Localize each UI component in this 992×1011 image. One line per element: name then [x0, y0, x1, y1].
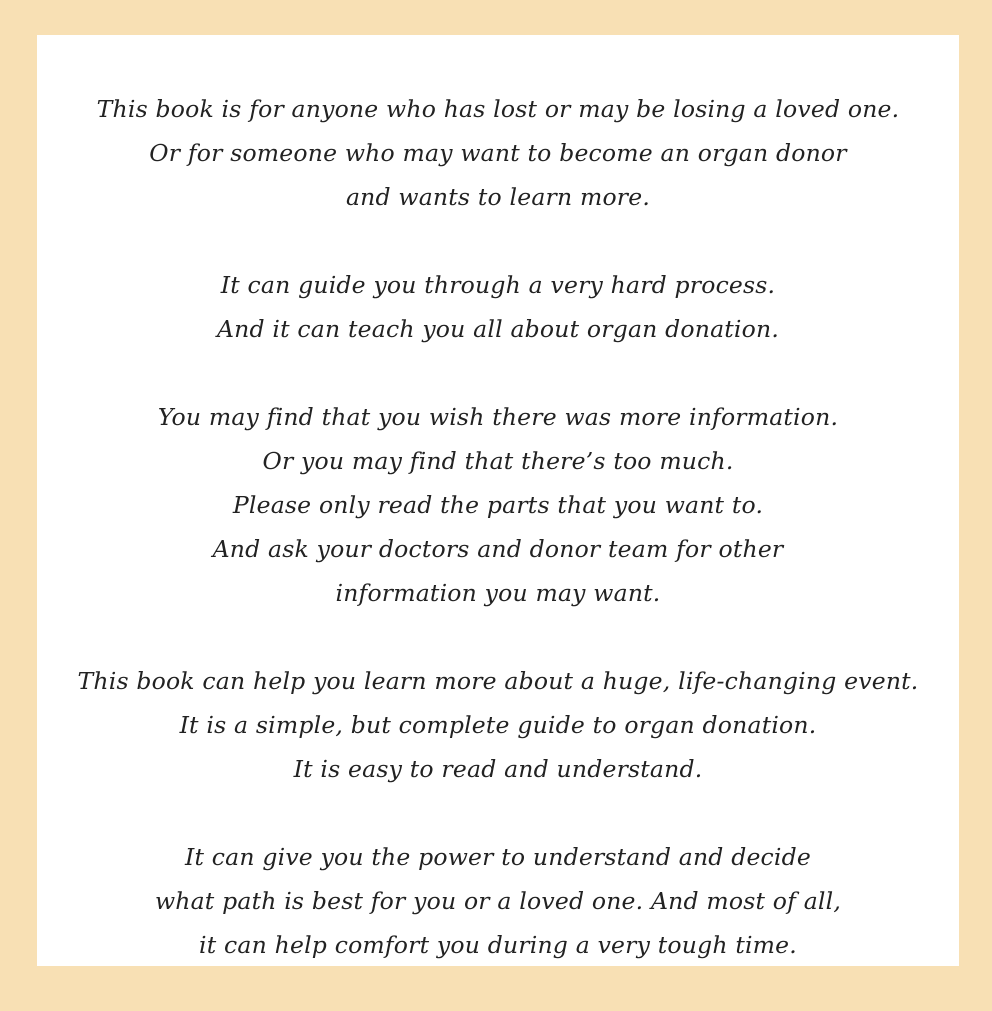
text-line: and wants to learn more.	[345, 183, 651, 211]
text-line: Or for someone who may want to become an organ donor	[149, 139, 847, 167]
text-line: It can guide you through a very hard process.	[220, 271, 776, 299]
paragraph-5	[37, 835, 959, 967]
paragraph-1	[37, 87, 959, 219]
text-line: This book is for anyone who has lost or may be losing a loved one.	[96, 95, 900, 123]
text-line: This book can help you learn more about a huge, life-changing event.	[77, 667, 919, 695]
paragraph-3	[37, 395, 959, 615]
text-line: It is a simple, but complete guide to organ donation.	[179, 711, 817, 739]
text-line: it can help comfort you during a very tough time.	[199, 931, 797, 959]
paragraph-4	[37, 659, 959, 791]
text-line: And it can teach you all about organ donation.	[216, 315, 780, 343]
page-card	[37, 35, 959, 966]
text-line: It is easy to read and understand.	[293, 755, 703, 783]
text-line: Please only read the parts that you want to.	[232, 491, 764, 519]
text-line: It can give you the power to understand and decide	[184, 843, 811, 871]
text-line: Or you may find that there’s too much.	[262, 447, 734, 475]
text-line: information you may want.	[335, 579, 661, 607]
text-line: And ask your doctors and donor team for other	[212, 535, 784, 563]
text-line: You may find that you wish there was more information.	[157, 403, 839, 431]
paragraph-2	[37, 263, 959, 351]
body-text	[37, 87, 959, 1011]
text-line: what path is best for you or a loved one. And most of all,	[154, 887, 842, 915]
